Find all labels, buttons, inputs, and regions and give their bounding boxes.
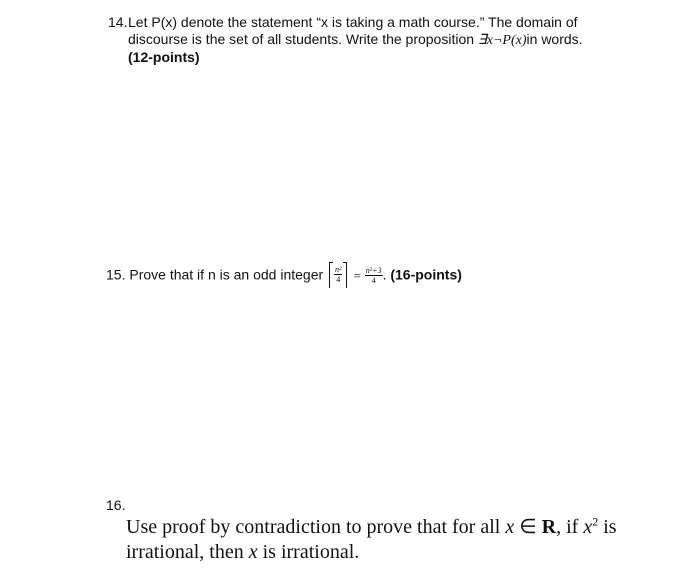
q16-text-c: is [598,516,617,538]
q15-ceil-numerator: n² [335,265,342,274]
q15-text: 15. Prove that if n is an odd integer [106,266,328,283]
q14-text-line1: Let P(x) denote the statement “x is taking a math course.” The domain of [128,14,578,30]
q15-ceiling-expression [329,262,347,288]
q16-reals: R [541,516,557,538]
q15-equals: = [353,267,361,283]
q16-exponent: 2 [592,514,599,529]
q15-rhs-numerator: n²+3 [365,265,382,275]
question-16 [126,515,686,565]
q14-points: (12-points) [128,49,200,65]
q16-var-x-2: x [248,541,258,563]
question-15 [106,262,676,288]
q16-line-2 [126,540,686,565]
q14-line-1 [108,14,678,31]
q16-text-d: irrational, then [126,541,249,563]
question-14 [108,14,678,66]
q16-text-e: is irrational. [257,541,360,563]
q14-number: 14. [108,14,128,30]
q14-text-line2-tail: in words. [526,31,583,47]
q16-text-b: , if [556,516,584,538]
q16-line-1 [126,515,686,540]
q15-separator: . [382,266,391,283]
q15-points: (16-points) [390,266,462,283]
q14-proposition: ∃x¬P(x) [477,33,527,48]
q16-element-of: ∈ [514,516,542,538]
q15-rhs-fraction [365,266,383,285]
q14-text-line2: discourse is the set of all students. Write the proposition [128,31,478,47]
q15-ceiling-fraction [334,265,342,284]
q14-line-2 [108,31,678,49]
q15-rhs-denominator: 4 [371,275,376,285]
q16-number: 16. [106,497,126,513]
q16-var-x-squared: x [583,516,593,538]
q16-var-x: x [505,516,515,538]
q15-ceil-denominator: 4 [336,275,341,284]
q16-text-a: Use proof by contradiction to prove that for all [126,516,506,538]
